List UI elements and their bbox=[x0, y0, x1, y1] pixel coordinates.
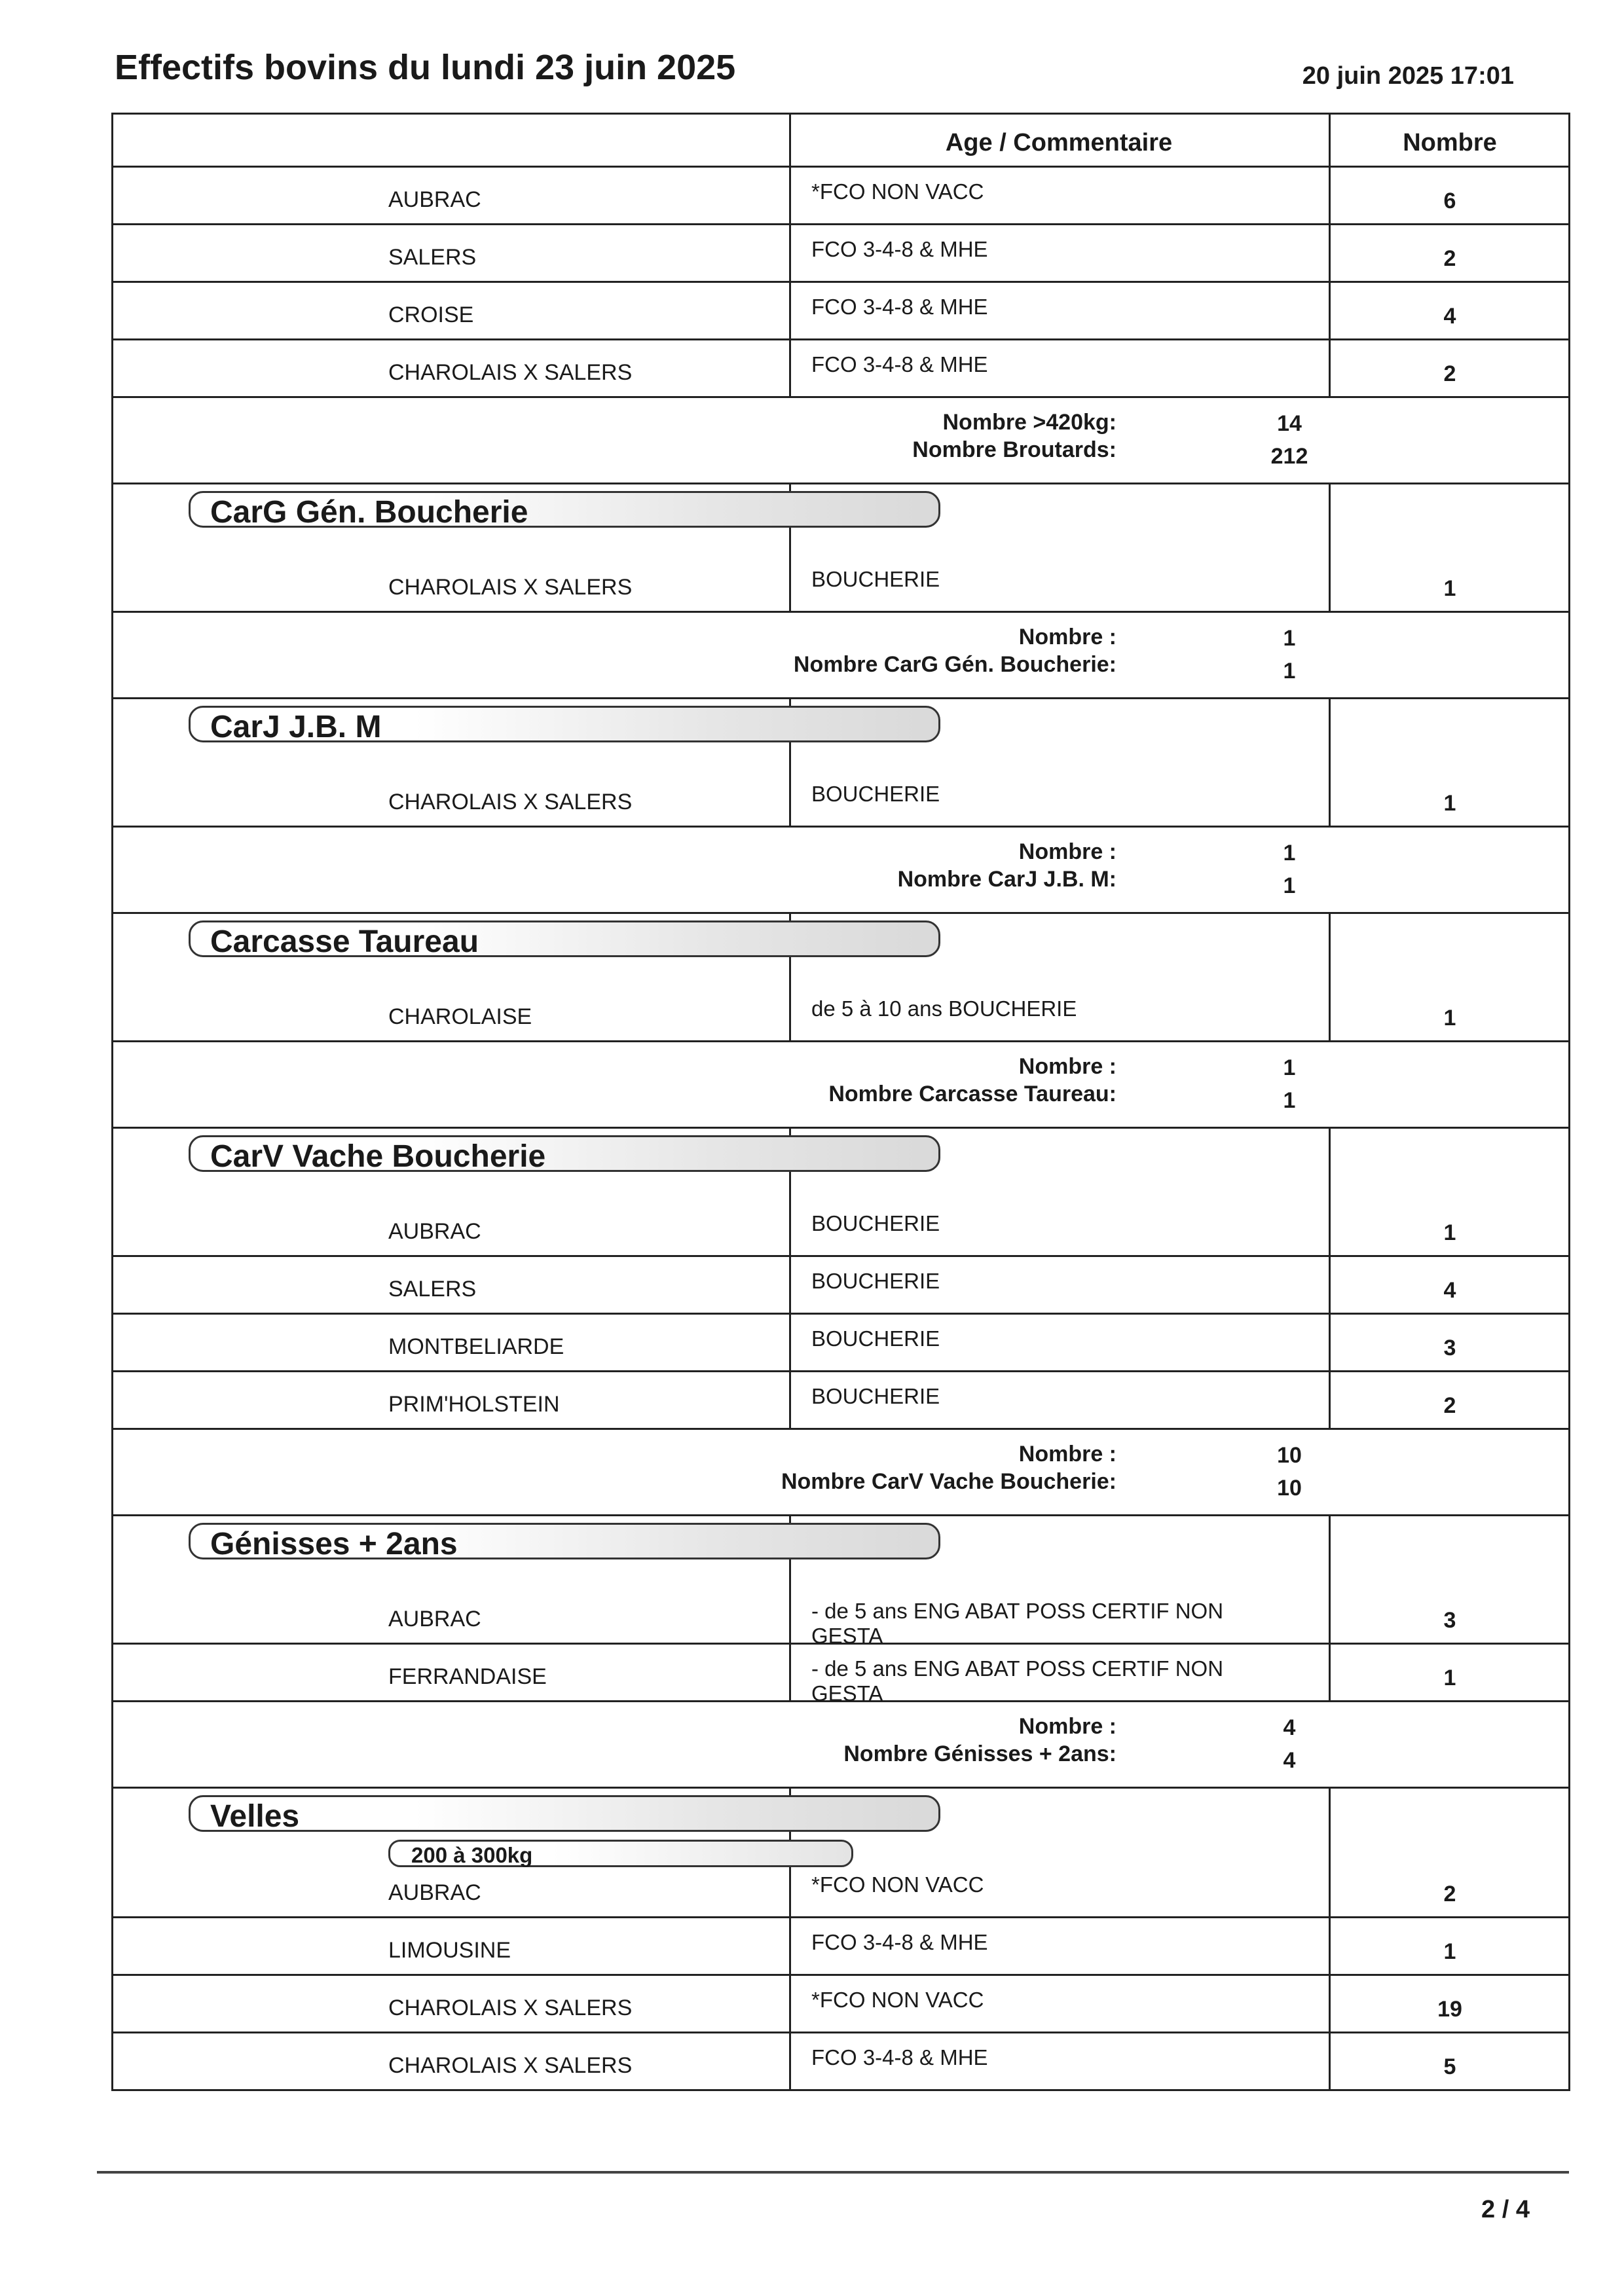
comment-cell: *FCO NON VACC bbox=[811, 1872, 984, 1897]
section-header bbox=[189, 491, 940, 528]
comment-cell: FCO 3-4-8 & MHE bbox=[811, 1930, 988, 1954]
summary-value: 212 bbox=[1270, 444, 1308, 469]
count-cell: 1 bbox=[1443, 1939, 1456, 1964]
summary-value: 1 bbox=[1283, 1088, 1296, 1113]
count-cell: 1 bbox=[1443, 1220, 1456, 1245]
count-cell: 19 bbox=[1437, 1997, 1462, 2022]
table-row bbox=[111, 1976, 1570, 2033]
summary-label: Nombre CarV Vache Boucherie: bbox=[781, 1469, 1116, 1494]
summary-value: 14 bbox=[1277, 411, 1302, 436]
count-cell: 4 bbox=[1443, 1278, 1456, 1303]
summary-label: Nombre : bbox=[1018, 625, 1116, 649]
count-cell: 2 bbox=[1443, 1882, 1456, 1906]
section-title: CarG Gén. Boucherie bbox=[210, 495, 528, 530]
count-cell: 3 bbox=[1443, 1336, 1456, 1360]
section-header bbox=[189, 1523, 940, 1559]
section-title: CarJ J.B. M bbox=[210, 710, 382, 744]
race-cell: FERRANDAISE bbox=[388, 1664, 547, 1689]
comment-cell: BOUCHERIE bbox=[811, 782, 940, 806]
count-cell: 5 bbox=[1443, 2054, 1456, 2079]
summary-value: 10 bbox=[1277, 1476, 1302, 1501]
table-row bbox=[111, 484, 1570, 613]
race-cell: AUBRAC bbox=[388, 1607, 481, 1631]
race-cell: LIMOUSINE bbox=[388, 1938, 511, 1963]
column-header-comment: Age / Commentaire bbox=[945, 129, 1173, 156]
table-row bbox=[111, 340, 1570, 398]
comment-cell: *FCO NON VACC bbox=[811, 179, 984, 204]
summary-label: Nombre Broutards: bbox=[912, 437, 1116, 462]
summary-label: Nombre CarJ J.B. M: bbox=[897, 867, 1116, 892]
subgroup-title: 200 à 300kg bbox=[411, 1843, 533, 1867]
table-row bbox=[111, 2033, 1570, 2091]
summary-row bbox=[111, 1430, 1570, 1516]
summary-value: 1 bbox=[1283, 873, 1296, 898]
livestock-table bbox=[111, 113, 1570, 2091]
summary-value: 4 bbox=[1283, 1748, 1296, 1773]
race-cell: CHAROLAIS X SALERS bbox=[388, 1995, 633, 2020]
section-header bbox=[189, 1795, 940, 1832]
summary-label: Nombre : bbox=[1018, 839, 1116, 864]
summary-value: 1 bbox=[1283, 841, 1296, 866]
column-header-count: Nombre bbox=[1403, 129, 1497, 156]
section-header bbox=[189, 920, 940, 957]
summary-label: Nombre : bbox=[1018, 1714, 1116, 1739]
count-cell: 4 bbox=[1443, 304, 1456, 329]
summary-value: 10 bbox=[1277, 1443, 1302, 1468]
comment-cell: - de 5 ans ENG ABAT POSS CERTIF NON GESTA bbox=[811, 1656, 1224, 1705]
count-cell: 6 bbox=[1443, 189, 1456, 213]
comment-cell: FCO 3-4-8 & MHE bbox=[811, 2045, 988, 2069]
subgroup-header bbox=[388, 1840, 853, 1867]
race-cell: MONTBELIARDE bbox=[388, 1334, 564, 1359]
table-header-row bbox=[111, 113, 1570, 168]
summary-row bbox=[111, 828, 1570, 914]
comment-cell: BOUCHERIE bbox=[811, 1211, 940, 1235]
comment-cell: FCO 3-4-8 & MHE bbox=[811, 237, 988, 261]
count-cell: 2 bbox=[1443, 361, 1456, 386]
summary-label: Nombre : bbox=[1018, 1442, 1116, 1467]
race-cell: CHAROLAISE bbox=[388, 1004, 532, 1029]
summary-label: Nombre >420kg: bbox=[942, 410, 1116, 435]
footer-rule bbox=[97, 2171, 1569, 2174]
table-row bbox=[111, 699, 1570, 828]
race-cell: SALERS bbox=[388, 245, 477, 270]
table-row bbox=[111, 1516, 1570, 1648]
summary-value: 4 bbox=[1283, 1715, 1296, 1740]
summary-label: Nombre CarG Gén. Boucherie: bbox=[793, 652, 1116, 677]
race-cell: CHAROLAIS X SALERS bbox=[388, 360, 633, 385]
count-cell: 1 bbox=[1443, 1006, 1456, 1030]
comment-cell: - de 5 ans ENG ABAT POSS CERTIF NON GESTA bbox=[811, 1599, 1224, 1648]
comment-cell: de 5 à 10 ans BOUCHERIE bbox=[811, 996, 1077, 1021]
table-row bbox=[111, 1129, 1570, 1257]
count-cell: 2 bbox=[1443, 1393, 1456, 1418]
summary-row bbox=[111, 1702, 1570, 1789]
table-row bbox=[111, 1918, 1570, 1976]
comment-cell: BOUCHERIE bbox=[811, 1384, 940, 1408]
comment-cell: FCO 3-4-8 & MHE bbox=[811, 295, 988, 319]
section-header bbox=[189, 1135, 940, 1172]
table-row bbox=[111, 1372, 1570, 1430]
race-cell: PRIM'HOLSTEIN bbox=[388, 1392, 560, 1417]
summary-label: Nombre Génisses + 2ans: bbox=[843, 1741, 1116, 1766]
comment-cell: FCO 3-4-8 & MHE bbox=[811, 352, 988, 376]
section-title: Velles bbox=[210, 1799, 300, 1834]
comment-cell: *FCO NON VACC bbox=[811, 1988, 984, 2012]
table-row bbox=[111, 283, 1570, 340]
race-cell: CHAROLAIS X SALERS bbox=[388, 2053, 633, 2078]
race-cell: AUBRAC bbox=[388, 1219, 481, 1244]
page-title: Effectifs bovins du lundi 23 juin 2025 bbox=[115, 48, 736, 87]
summary-row bbox=[111, 613, 1570, 699]
table-row bbox=[111, 1789, 1570, 1918]
section-header bbox=[189, 706, 940, 742]
race-cell: CROISE bbox=[388, 302, 474, 327]
table-row bbox=[111, 1315, 1570, 1372]
page-number: 2 / 4 bbox=[1481, 2196, 1530, 2223]
count-cell: 1 bbox=[1443, 791, 1456, 816]
table-row bbox=[111, 914, 1570, 1042]
section-title: Carcasse Taureau bbox=[210, 924, 479, 959]
summary-value: 1 bbox=[1283, 1055, 1296, 1080]
count-cell: 1 bbox=[1443, 1666, 1456, 1690]
race-cell: SALERS bbox=[388, 1277, 477, 1302]
table-row bbox=[111, 225, 1570, 283]
race-cell: AUBRAC bbox=[388, 187, 481, 212]
count-cell: 3 bbox=[1443, 1608, 1456, 1633]
count-cell: 2 bbox=[1443, 246, 1456, 271]
race-cell: AUBRAC bbox=[388, 1880, 481, 1905]
print-date: 20 juin 2025 17:01 bbox=[1302, 62, 1514, 90]
table-row bbox=[111, 168, 1570, 225]
table-row bbox=[111, 1257, 1570, 1315]
count-cell: 1 bbox=[1443, 576, 1456, 601]
comment-cell: BOUCHERIE bbox=[811, 1326, 940, 1351]
summary-label: Nombre : bbox=[1018, 1054, 1116, 1079]
summary-row bbox=[111, 1042, 1570, 1129]
section-title: Génisses + 2ans bbox=[210, 1527, 458, 1561]
race-cell: CHAROLAIS X SALERS bbox=[388, 790, 633, 814]
summary-value: 1 bbox=[1283, 626, 1296, 651]
table-row bbox=[111, 1645, 1570, 1705]
race-cell: CHAROLAIS X SALERS bbox=[388, 575, 633, 600]
summary-row bbox=[111, 398, 1570, 484]
summary-value: 1 bbox=[1283, 659, 1296, 683]
section-title: CarV Vache Boucherie bbox=[210, 1139, 546, 1174]
comment-cell: BOUCHERIE bbox=[811, 567, 940, 591]
comment-cell: BOUCHERIE bbox=[811, 1269, 940, 1293]
summary-label: Nombre Carcasse Taureau: bbox=[828, 1082, 1116, 1106]
